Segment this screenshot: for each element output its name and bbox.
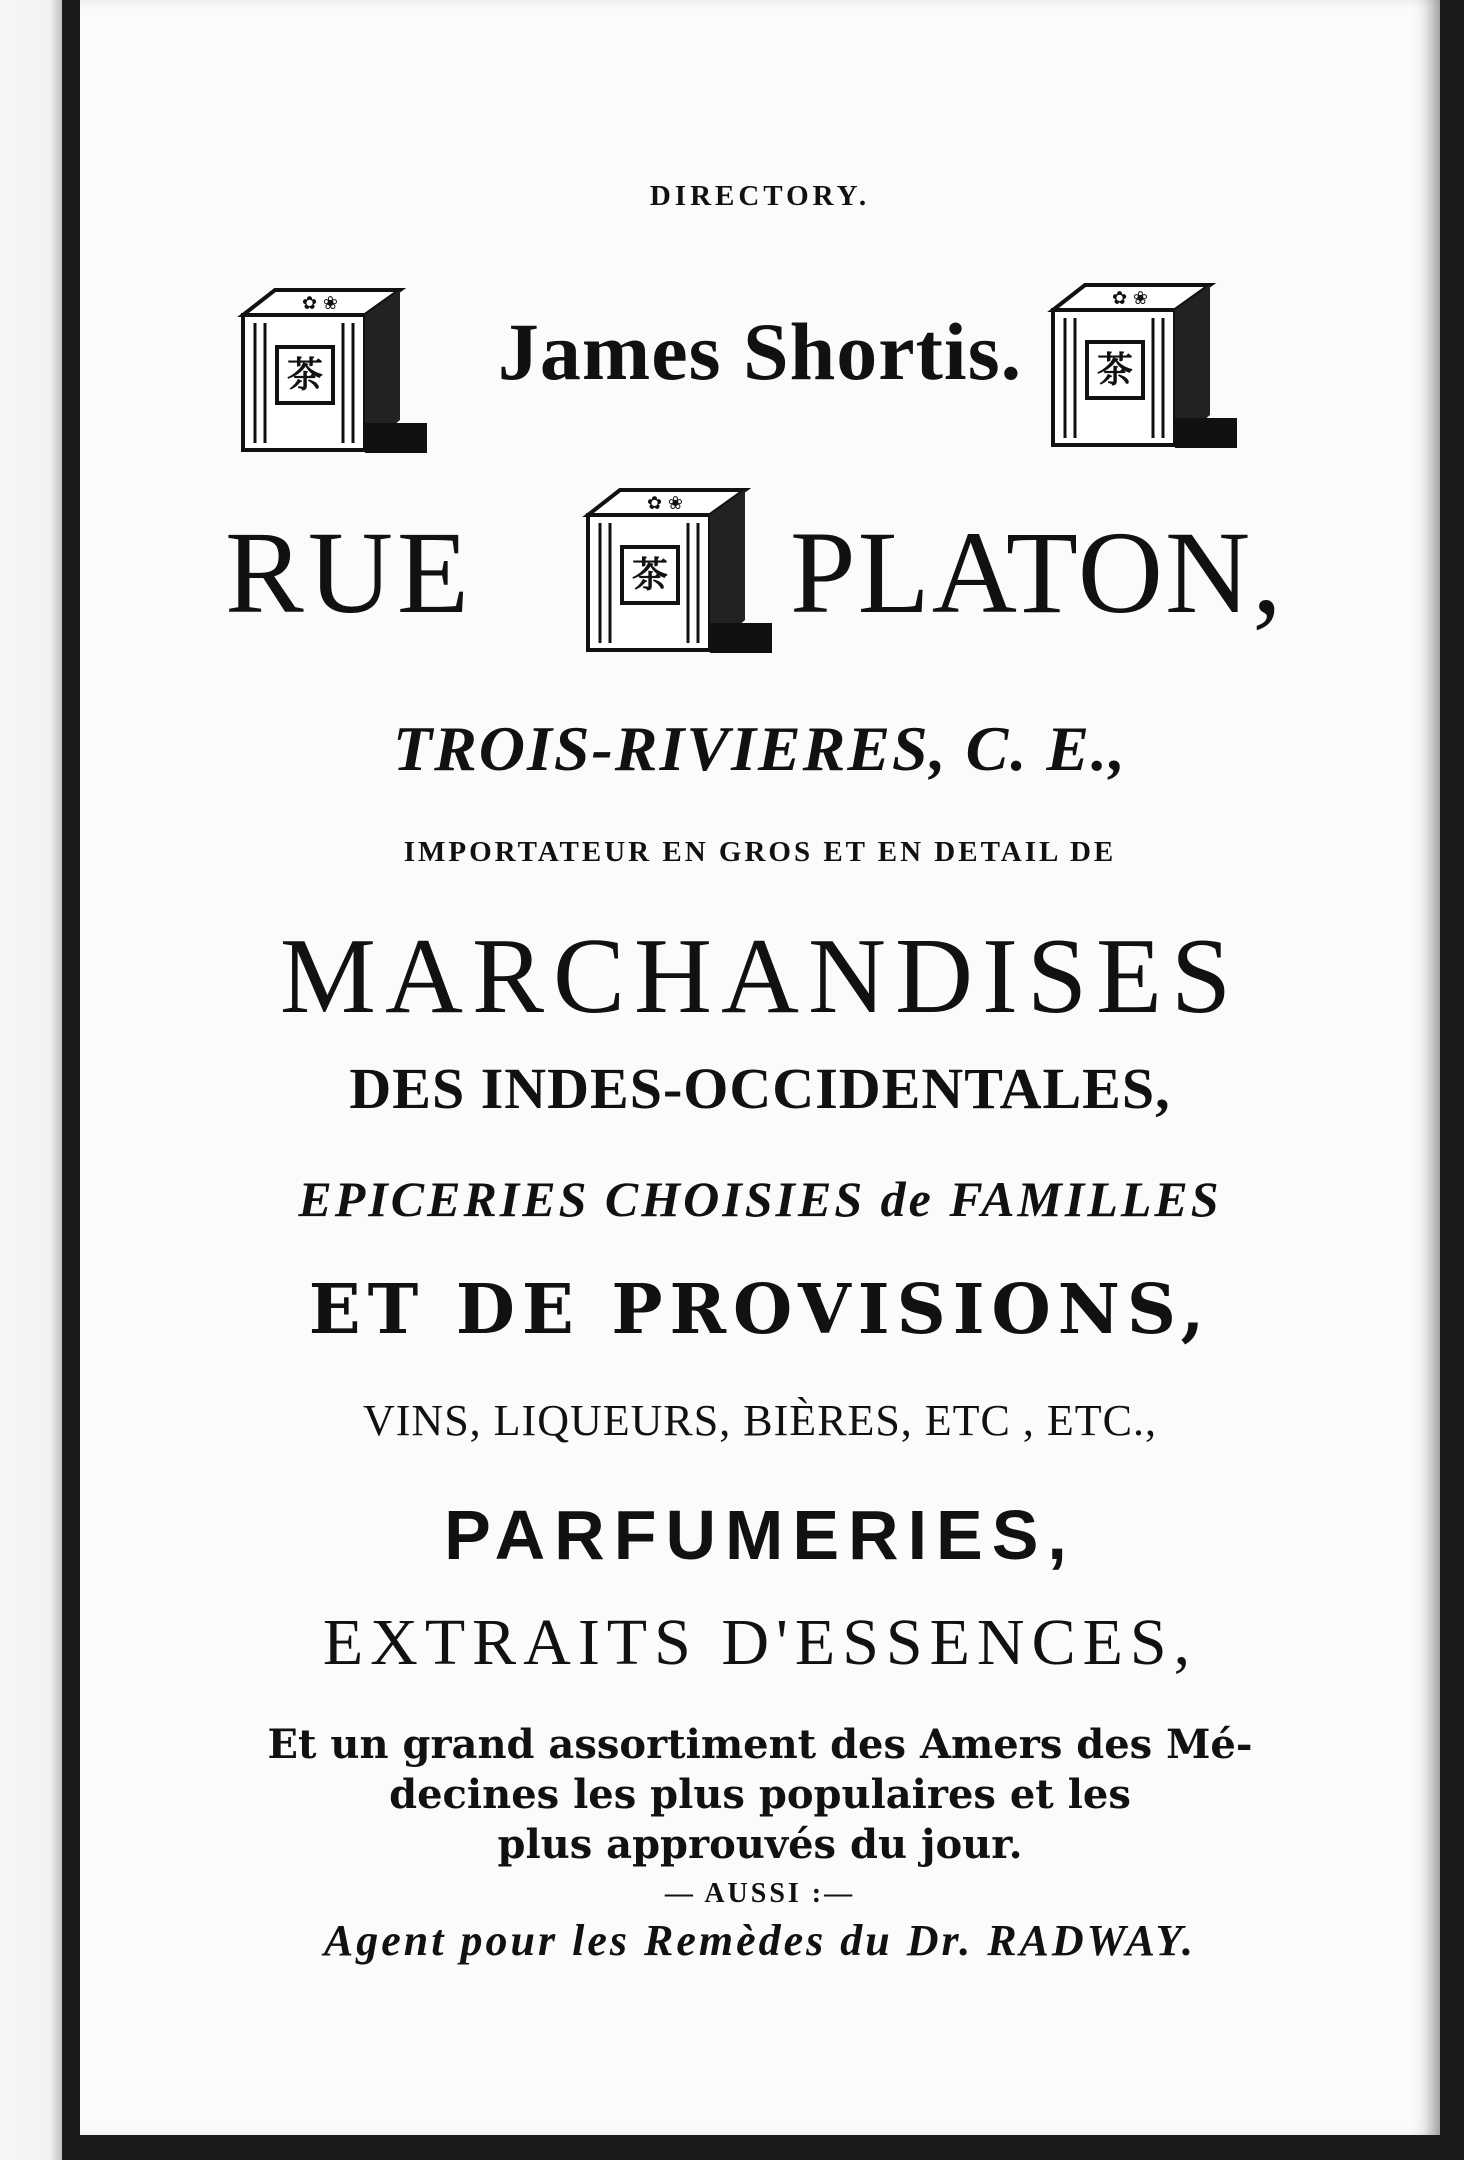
svg-text:✿ ❀: ✿ ❀ bbox=[302, 293, 338, 314]
running-head: DIRECTORY. bbox=[649, 180, 871, 212]
assortment-line: Et un grand assortiment des Amers des Mé- bbox=[267, 1721, 1253, 1768]
city-line: TROIS-RIVIERES, C. E., bbox=[392, 713, 1128, 784]
svg-text:✿ ❀: ✿ ❀ bbox=[647, 493, 683, 514]
street-word-platon: PLATON, bbox=[790, 507, 1284, 638]
epiceries-line: EPICERIES CHOISIES de FAMILLES bbox=[298, 1171, 1222, 1227]
assortment-paragraph bbox=[80, 1720, 1440, 1870]
tea-chest-icon bbox=[580, 485, 780, 660]
street-word-rue: RUE bbox=[225, 507, 473, 638]
extraits-line: EXTRAITS D'ESSENCES, bbox=[322, 1606, 1198, 1679]
svg-text:茶: 茶 bbox=[1096, 350, 1134, 391]
parfumeries-line: PARFUMERIES, bbox=[444, 1496, 1076, 1574]
directory-page bbox=[80, 0, 1440, 2135]
provisions-line: ET DE PROVISIONS, bbox=[308, 1270, 1212, 1350]
agent-line: Agent pour les Remèdes du Dr. RADWAY. bbox=[323, 1916, 1197, 1965]
importer-line: IMPORTATEUR EN GROS ET EN DETAIL DE bbox=[403, 836, 1117, 868]
aussi-line: — AUSSI :— bbox=[664, 1878, 856, 1909]
goods-heading: MARCHANDISES bbox=[279, 917, 1241, 1036]
svg-text:茶: 茶 bbox=[631, 555, 669, 596]
assortment-line: decines les plus populaires et les bbox=[389, 1771, 1131, 1818]
merchant-name: James Shortis. bbox=[497, 306, 1023, 397]
facing-page-edge bbox=[0, 0, 62, 2160]
assortment-line: plus approuvés du jour. bbox=[497, 1821, 1023, 1868]
indes-line: DES INDES-OCCIDENTALES, bbox=[349, 1056, 1171, 1121]
svg-text:茶: 茶 bbox=[286, 355, 324, 396]
vins-line: VINS, LIQUEURS, BIÈRES, ETC , ETC., bbox=[363, 1396, 1157, 1445]
svg-text:✿ ❀: ✿ ❀ bbox=[1112, 288, 1148, 309]
